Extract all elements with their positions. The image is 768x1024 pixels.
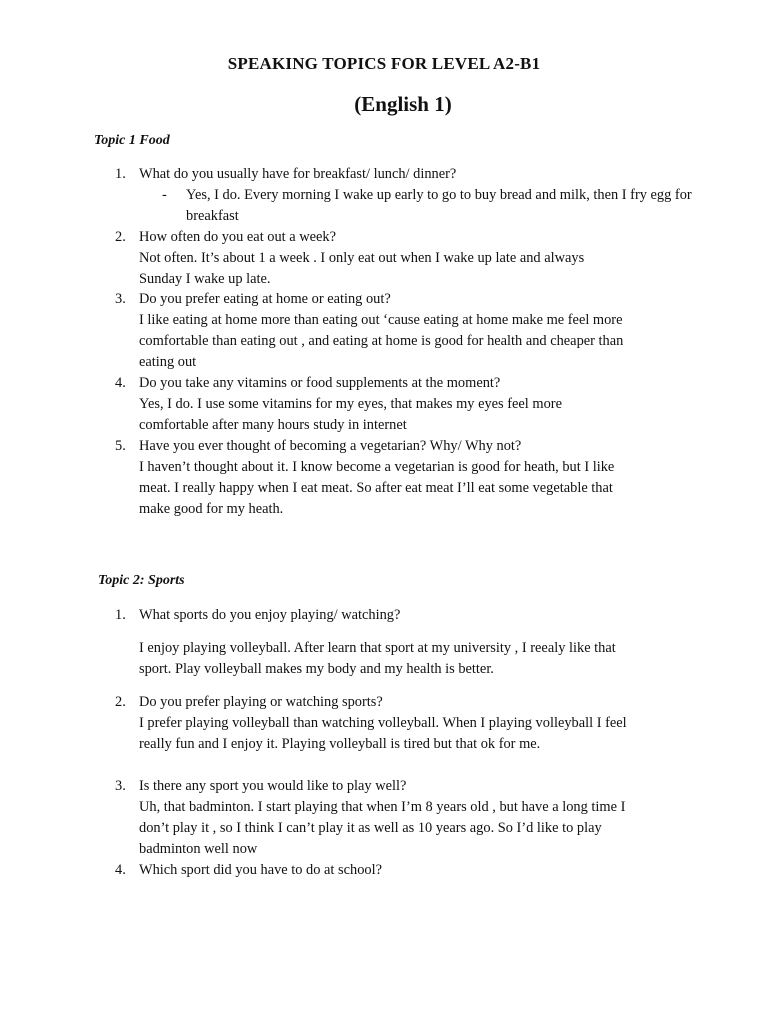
item-number: 2.	[115, 229, 126, 245]
answer-line: really fun and I enjoy it. Playing volleyball is tired but that ok for me.	[139, 736, 541, 752]
answer-line: comfortable than eating out , and eating at home is good for health and cheaper than	[139, 333, 624, 349]
answer-block	[115, 638, 715, 680]
question-text: What sports do you enjoy playing/ watching?	[139, 607, 401, 623]
answer-line: fry egg for breakfast	[186, 187, 692, 224]
answer-line: I prefer playing volleyball than watching volleyball. When I playing volleyball I feel	[139, 715, 627, 731]
question-item	[115, 227, 715, 290]
answer-line: I like eating at home more than eating out ‘cause eating at home make me feel more	[139, 312, 623, 328]
answer-line: meat. I really happy when I eat meat. So after eat meat I’ll eat some vegetable that	[139, 480, 613, 496]
question-item	[115, 373, 715, 436]
question-item	[115, 605, 715, 626]
answer-line: Yes, I do. I use some vitamins for my eyes, that makes my eyes feel more	[139, 396, 562, 412]
answer-line: I haven’t thought about it. I know become a vegetarian is good for heath, but I like	[139, 459, 615, 475]
item-number: 2.	[115, 694, 126, 710]
item-number: 4.	[115, 375, 126, 391]
question-text: Do you take any vitamins or food supplements at the moment?	[139, 375, 501, 391]
answer-line: Yes, I do. Every morning I wake up early to go to buy bread and milk, then I	[186, 187, 627, 203]
dash-bullet: -	[162, 187, 167, 203]
item-number: 5.	[115, 438, 126, 454]
document-title: SPEAKING TOPICS FOR LEVEL A2-B1	[227, 54, 541, 73]
question-text: Is there any sport you would like to play well?	[139, 778, 407, 794]
question-text: Have you ever thought of becoming a vegetarian? Why/ Why not?	[139, 438, 522, 454]
answer-line: make good for my heath.	[139, 501, 284, 517]
topic-heading: Topic 2: Sports	[98, 573, 185, 588]
question-text: Which sport did you have to do at school?	[139, 862, 382, 878]
question-text: Do you prefer playing or watching sports?	[139, 694, 383, 710]
question-text: Do you prefer eating at home or eating out?	[139, 291, 391, 307]
answer-line: I enjoy playing volleyball. After learn that sport at my university , I reealy like that	[139, 640, 616, 656]
answer-line: eating out	[139, 354, 197, 370]
question-item	[115, 776, 715, 860]
answer-bullet-item	[162, 185, 722, 227]
answer-line: sport. Play volleyball makes my body and my health is better.	[139, 661, 494, 677]
question-item	[115, 692, 715, 755]
question-item	[115, 436, 715, 520]
answer-line: don’t play it , so I think I can’t play it as well as 10 years ago. So I’d like to play	[139, 820, 602, 836]
answer-line: badminton well now	[139, 841, 258, 857]
question-item	[115, 860, 715, 881]
item-number: 4.	[115, 862, 126, 878]
answer-line: Not often. It’s about 1 a week . I only eat out when I wake up late and always	[139, 250, 585, 266]
answer-line: Uh, that badminton. I start playing that when I’m 8 years old , but have a long time I	[139, 799, 626, 815]
answer-line: comfortable after many hours study in internet	[139, 417, 407, 433]
question-text: How often do you eat out a week?	[139, 229, 337, 245]
item-number: 3.	[115, 778, 126, 794]
question-text: What do you usually have for breakfast/ lunch/ dinner?	[139, 166, 457, 182]
item-number: 3.	[115, 291, 126, 307]
item-number: 1.	[115, 607, 126, 623]
topic-heading: Topic 1 Food	[94, 133, 170, 148]
answer-line: Sunday I wake up late.	[139, 271, 271, 287]
item-number: 1.	[115, 166, 126, 182]
question-item	[115, 289, 715, 373]
question-item	[115, 164, 715, 185]
document-subtitle: (English 1)	[354, 92, 452, 116]
